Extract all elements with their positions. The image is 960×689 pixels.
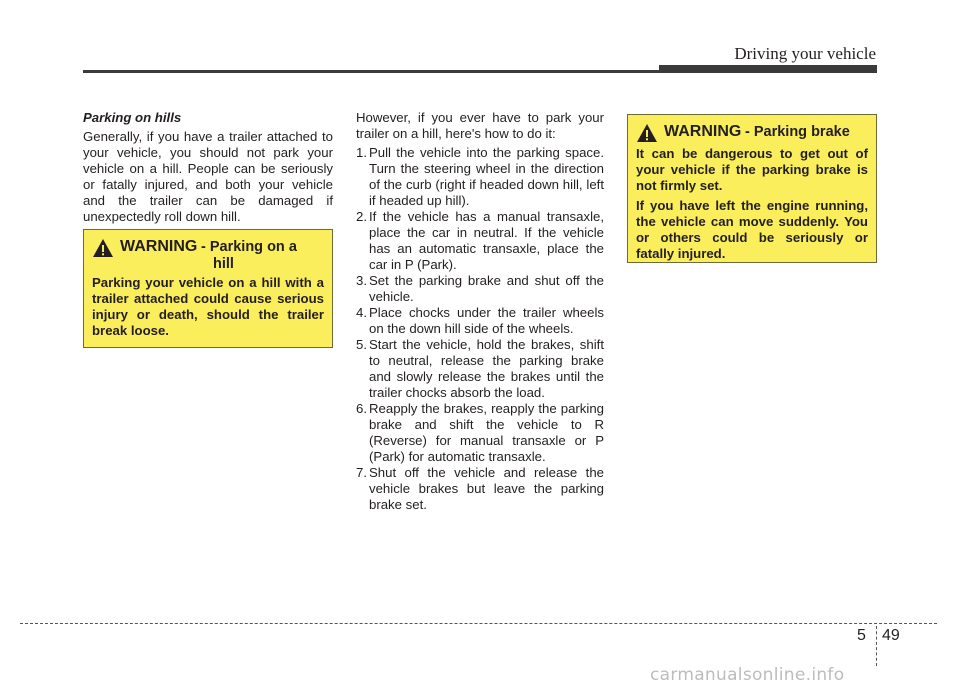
step-number: 5.	[356, 337, 367, 352]
warning-body-2: If you have left the engine running, the vehicle can move suddenly. You or others could be seriously or fatally injured.	[636, 198, 868, 261]
intro-paragraph: Generally, if you have a trailer attached to your vehicle, you should not park your vehicle on a hill. People can be seriously or fatally injured, and both your vehicle and the trailer can be damaged if unexpectedly roll down hill.	[83, 129, 333, 224]
middle-column	[356, 110, 604, 513]
steps-intro: However, if you ever have to park your trailer on a hill, here's how to do it:	[356, 110, 604, 141]
step-text: Reapply the brakes, reapply the parking brake and shift the vehicle to R (Reverse) for manual transaxle or P (Park) for automatic transaxle.	[369, 401, 604, 464]
step-item	[356, 401, 604, 465]
running-header-title: Driving your vehicle	[734, 44, 876, 63]
header-rule	[83, 70, 659, 73]
header-rule-accent	[659, 65, 877, 73]
step-item	[356, 209, 604, 273]
section-heading: Parking on hills	[83, 110, 182, 125]
step-number: 7.	[356, 465, 367, 480]
step-number: 4.	[356, 305, 367, 320]
warning-body-1: It can be dangerous to get out of your vehicle if the parking brake is not firmly set.	[636, 146, 868, 193]
warning-title: WARNING	[120, 238, 198, 255]
chapter-number: 5	[857, 627, 866, 644]
warning-header	[636, 123, 868, 143]
warning-box-parking-on-hill	[83, 229, 333, 348]
footer-rule	[20, 623, 937, 624]
steps-list	[356, 145, 604, 513]
step-item	[356, 465, 604, 513]
step-number: 6.	[356, 401, 367, 416]
step-item	[356, 145, 604, 209]
warning-body: Parking your vehicle on a hill with a trailer attached could cause serious injury or death, should the trailer break loose.	[92, 275, 324, 338]
step-item	[356, 337, 604, 401]
warning-subtitle-cont: hill	[212, 256, 234, 272]
warning-triangle-icon	[636, 123, 658, 143]
step-text: Place chocks under the trailer wheels on the down hill side of the wheels.	[369, 305, 604, 336]
warning-box-parking-brake	[627, 114, 877, 263]
step-item	[356, 273, 604, 305]
step-text: Pull the vehicle into the parking space. Turn the steering wheel in the direction of the curb (right if headed down hill, left if headed up hill).	[369, 145, 604, 208]
step-number: 2.	[356, 209, 367, 224]
warning-title: WARNING	[664, 123, 742, 140]
step-text: Set the parking brake and shut off the vehicle.	[369, 273, 604, 304]
footer-divider	[876, 626, 877, 666]
warning-subtitle: - Parking on a	[201, 239, 297, 255]
warning-triangle-icon	[92, 238, 114, 258]
page-number: 49	[882, 627, 900, 644]
step-number: 1.	[356, 145, 367, 160]
step-text: Shut off the vehicle and release the vehicle brakes but leave the parking brake set.	[369, 465, 604, 512]
step-text: Start the vehicle, hold the brakes, shift to neutral, release the parking brake and slowly release the brakes until the trailer chocks absorb the load.	[369, 337, 604, 400]
warning-subtitle: - Parking brake	[745, 124, 850, 140]
step-number: 3.	[356, 273, 367, 288]
watermark: carmanualsonline.info	[650, 665, 845, 685]
step-item	[356, 305, 604, 337]
warning-header	[92, 238, 324, 272]
step-text: If the vehicle has a manual transaxle, place the car in neutral. If the vehicle has an automatic transaxle, place the car in P (Park).	[369, 209, 604, 272]
left-column	[83, 110, 333, 225]
